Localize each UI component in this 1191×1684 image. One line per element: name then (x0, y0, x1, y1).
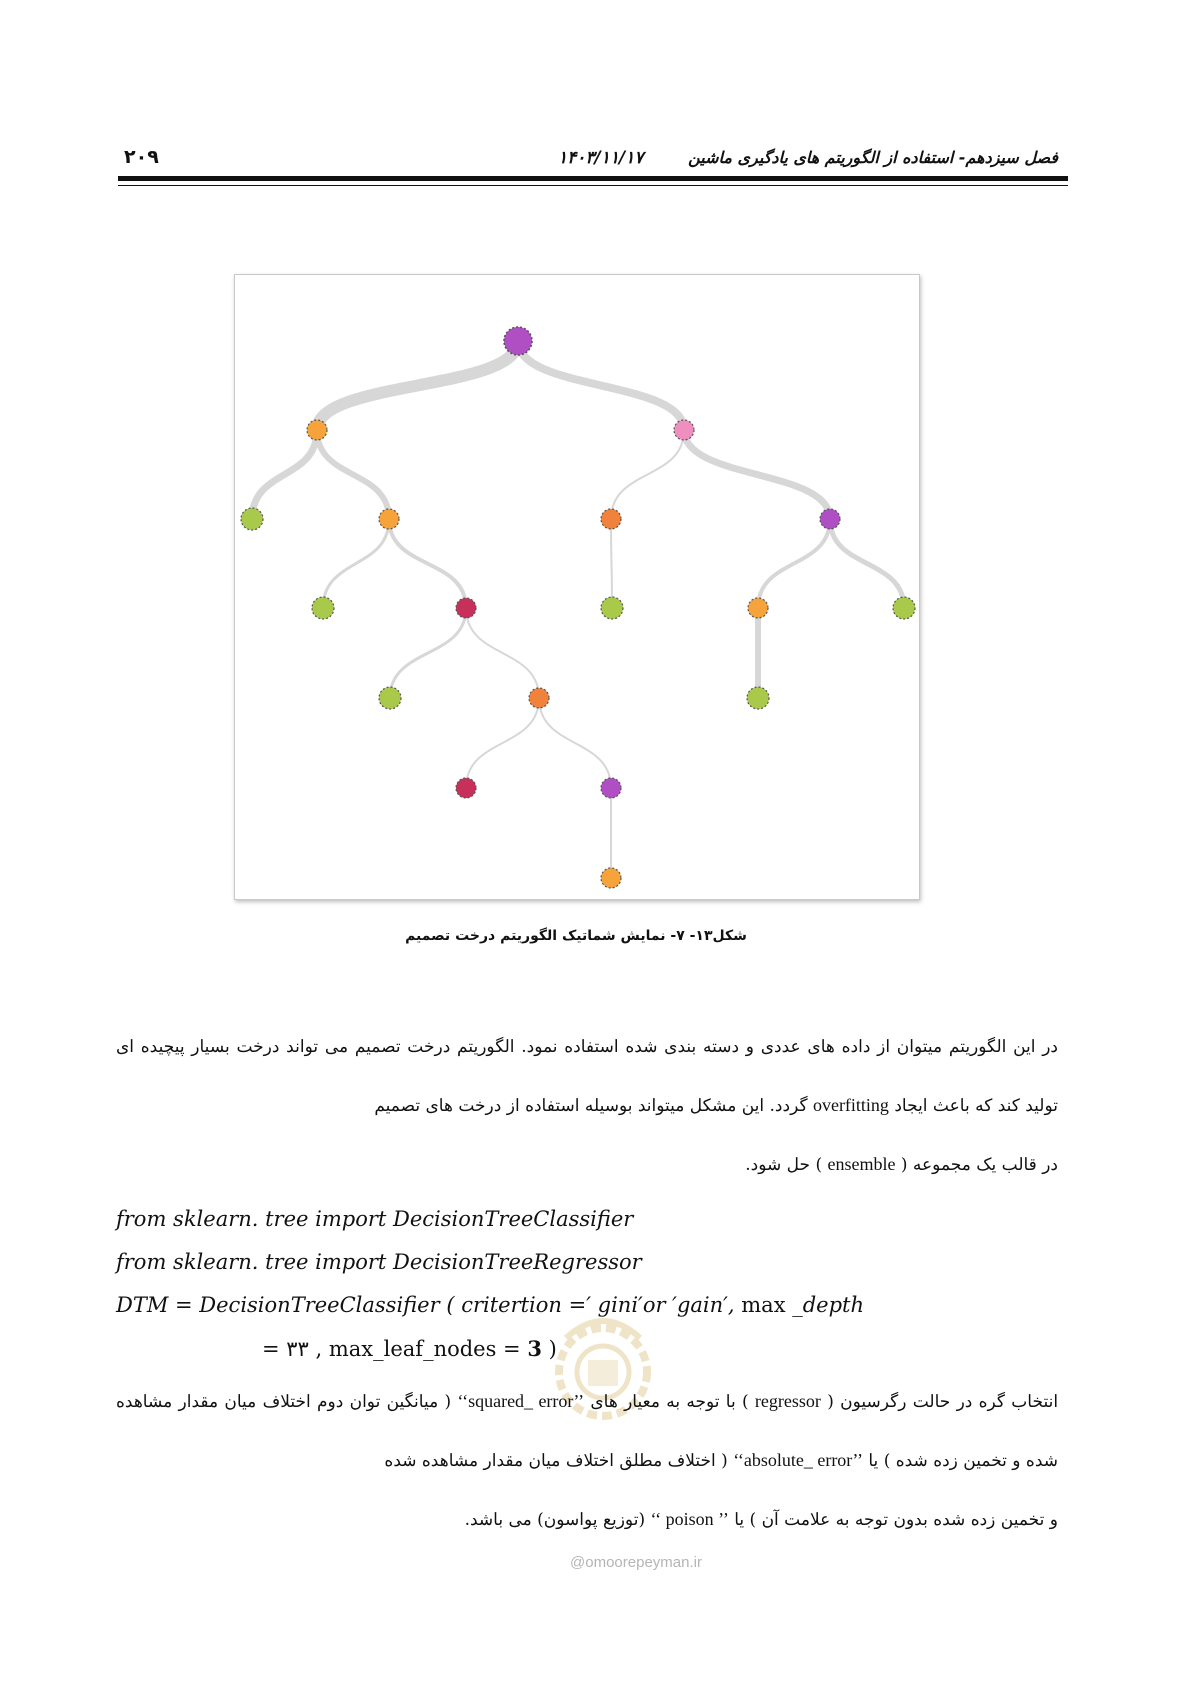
page-number: ۲۰۹ (124, 146, 159, 168)
tree-node-lr (379, 509, 399, 529)
tree-edge-lrr-lrrr (466, 608, 539, 698)
code-line-import-regressor: from sklearn. tree import DecisionTreeRegressor (116, 1250, 642, 1274)
code-line4-value: 3 (527, 1336, 542, 1361)
decision-tree-diagram (235, 275, 919, 899)
para2-line3-before: و تخمین زده شده بدون توجه به علامت آن ) یا (728, 1510, 1058, 1530)
para2-line3-after: (توزیع پواسون) می باشد. (464, 1510, 646, 1530)
paragraph-decision-tree-intro (116, 1018, 1058, 1194)
para1-line1: در این الگوریتم میتوان از داده های عددی و دسته بندی شده استفاده نمود. الگوریتم درخت تصمیم می تواند درخت (236, 1037, 1058, 1057)
para1-line3-before: در قالب یک مجموعه ( (900, 1155, 1058, 1175)
chapter-title: فصل سیزدهم- استفاده از الگوریتم های یادگیری ماشین (688, 148, 1058, 167)
term-poison: ’’ poison ‘‘ (650, 1509, 729, 1529)
code-line4-part1: = ۳۳ , max_leaf_nodes = (262, 1337, 528, 1361)
code-line3-depth: _depth (785, 1293, 864, 1317)
tree-edges (252, 341, 904, 878)
tree-edge-lrrr-x1 (466, 698, 539, 788)
para1-line3 (116, 1135, 1058, 1194)
tree-node-root (504, 327, 532, 355)
tree-node-lrr (456, 598, 476, 618)
term-regressor: regressor (754, 1391, 821, 1411)
code-line3-part1: DTM = DecisionTreeClassifier ( critertion =′ gini′or ′gain′, (116, 1293, 742, 1317)
decision-tree-figure (234, 274, 920, 900)
code-line4-close: ) (541, 1337, 557, 1361)
tree-node-rl (601, 509, 621, 529)
figure-caption: شکل۱۳- ۷- نمایش شماتیک الگوریتم درخت تصمیم (405, 928, 747, 944)
tree-node-rrl (748, 598, 768, 618)
tree-edge-root-r1 (518, 341, 684, 430)
tree-edge-lrr-lrrl (390, 608, 466, 698)
para2-line2-before: میان مقدار مشاهده شده و تخمین زده شده ) یا (116, 1392, 1058, 1471)
para1-line3-after: ) حل شود. (745, 1155, 823, 1175)
tree-node-r1 (674, 420, 694, 440)
tree-node-x3 (601, 868, 621, 888)
code-line3-max: max (741, 1293, 786, 1317)
para1-line2-after: گردد. این مشکل میتواند بوسیله استفاده از درخت های تصمیم (374, 1096, 808, 1116)
para2-line3 (116, 1490, 1058, 1549)
tree-edge-l1-ll (252, 430, 317, 519)
tree-edge-l1-lr (317, 430, 389, 519)
para2-line1-before: انتخاب گره در حالت رگرسیون ( (827, 1392, 1059, 1412)
tree-node-lrrl (379, 687, 401, 709)
tree-edge-rr-rrr (830, 519, 904, 608)
paragraph-regressor-criteria (116, 1372, 1058, 1549)
code-line-import-classifier: from sklearn. tree import DecisionTreeClassifier (116, 1207, 634, 1231)
tree-node-ll (241, 508, 263, 530)
tree-node-rll (601, 597, 623, 619)
tree-node-lrl (312, 597, 334, 619)
tree-node-lrrr (529, 688, 549, 708)
tree-node-x2 (601, 778, 621, 798)
para2-line1-after: ( میانگین توان دوم اختلاف (262, 1392, 452, 1412)
para1-line2-before: بسیار پیچیده ای تولید کند که باعث ایجاد (116, 1037, 1058, 1116)
tree-node-rrll (747, 687, 769, 709)
tree-node-rr (820, 509, 840, 529)
tree-edge-root-l1 (317, 341, 518, 430)
term-ensemble: ensemble (827, 1154, 896, 1174)
tree-edge-lr-lrl (323, 519, 389, 608)
tree-edge-r1-rl (611, 430, 684, 519)
tree-edge-lrrr-x2 (539, 698, 611, 788)
term-absolute-error: ’’absolute_ error‘‘ (733, 1450, 863, 1470)
header-date: ۱۴۰۳/۱۱/۱۷ (558, 148, 644, 168)
running-header (118, 140, 1068, 174)
tree-edge-lr-lrr (389, 519, 466, 608)
term-overfitting: overfitting (812, 1095, 889, 1115)
tree-node-l1 (307, 420, 327, 440)
term-squared-error: ’’squared_ error‘‘ (457, 1391, 585, 1411)
tree-node-x1 (456, 778, 476, 798)
para2-line2-after: ( اختلاف مطلق اختلاف میان مقدار مشاهده شده (384, 1451, 728, 1471)
header-rule-thick (118, 176, 1068, 181)
tree-node-rrr (893, 597, 915, 619)
tree-edge-rr-rrl (758, 519, 830, 608)
para2-line1-mid: ) با توجه به معیار های (584, 1392, 749, 1412)
tree-edge-rl-rll (611, 519, 612, 608)
header-rule-thin (118, 185, 1068, 186)
tree-nodes (241, 327, 915, 888)
tree-edge-r1-rr (684, 430, 830, 519)
watermark-text: @omoorepeyman.ir (570, 1554, 702, 1571)
